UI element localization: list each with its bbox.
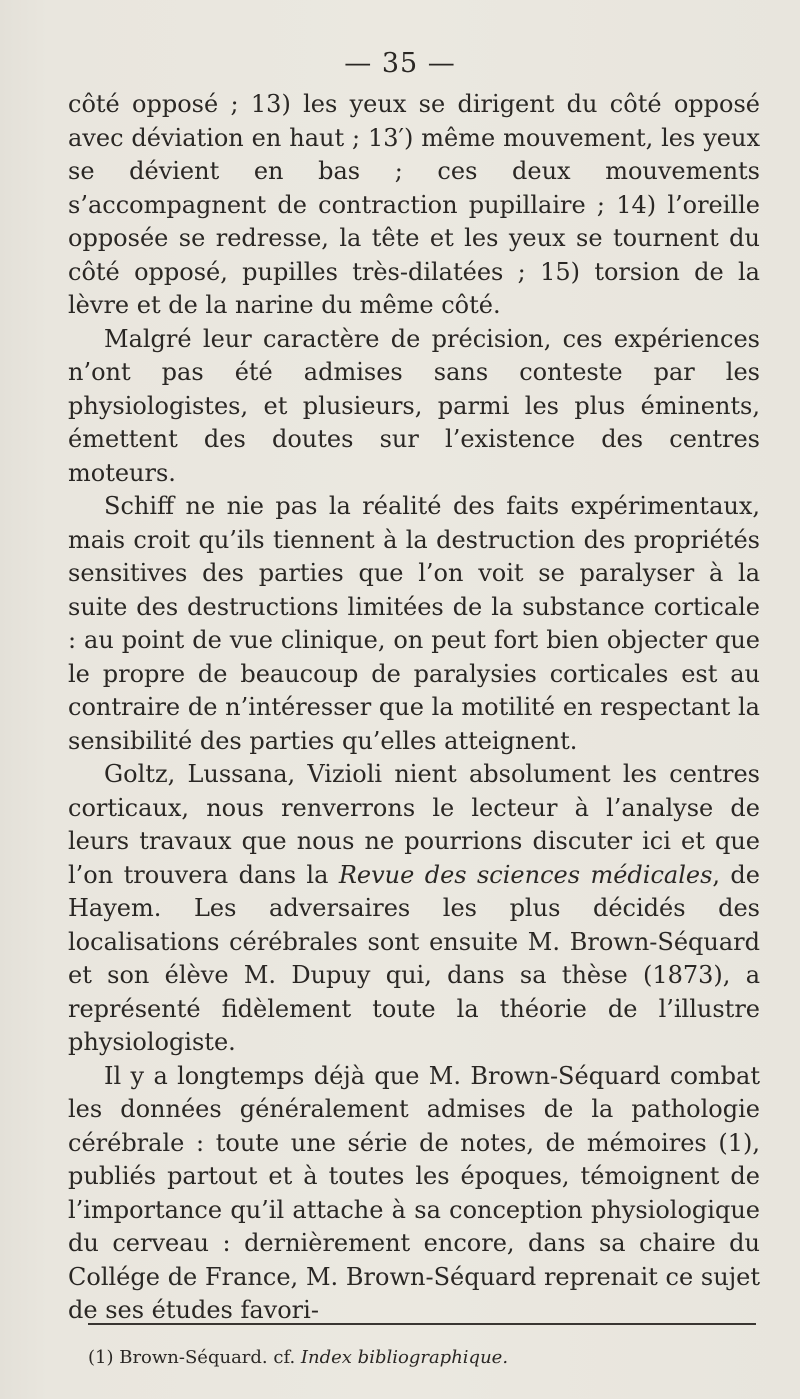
footnote-text: (1) Brown-Séquard. cf. (88, 1347, 301, 1368)
paragraph-4-text-end: , de Hayem. Les adversaires les plus décidés des localisations cérébrales sont ensuite M. Brown-Séquard et son élève M. Dupuy qui, dans sa thèse (1873), a représenté fidèlement toute la théorie de l’illustre physiologiste. (68, 860, 760, 1056)
page-number: — 35 — (344, 48, 456, 79)
paragraph-1: côté opposé ; 13) les yeux se dirigent du côté opposé avec déviation en haut ; 13′) même mouvement, les yeux se dévient en bas ; ces deux mouvements s’accompagnent de contraction pupillaire ; 14) l’oreille opposée se redresse, la tête et les yeux se tournent du côté opposé, pupilles très-dilatées ; 15) torsion de la lèvre et de la narine du même côté. (68, 90, 760, 319)
journal-title: Revue des sciences médicales (338, 860, 713, 889)
footnote-reference: Index bibliographique. (300, 1347, 509, 1368)
footnote (88, 1346, 768, 1370)
paragraph-2: Malgré leur caractère de précision, ces expériences n’ont pas été admises sans conteste par les physiologistes, et plusieurs, parmi les plus éminents, émettent des doutes sur l’existence des centres moteurs. (68, 324, 760, 487)
paragraph-5: Il y a longtemps déjà que M. Brown-Séquard combat les données généralement admises de la pathologie cérébrale : toute une série de notes, de mémoires (1), publiés partout et à toutes les époques, témoignent de l’importance qu’il attache à sa conception physiologique du cerveau : dernièrement encore, dans sa chaire du Collége de France, M. Brown-Séquard reprenait ce sujet de ses études favori- (68, 1061, 760, 1324)
paragraph-4-text-start: Goltz, Lussana, Vizioli nient absolument les centres corticaux, nous renverrons le lecteur à l’analyse de leurs travaux que nous ne pourrions discuter ici et que l’on trouvera dans la (68, 760, 760, 889)
body-text (68, 88, 760, 1328)
footnote-divider (88, 1323, 756, 1325)
paragraph-4 (68, 758, 760, 1060)
paragraph-3: Schiff ne nie pas la réalité des faits expérimentaux, mais croit qu’ils tiennent à la destruction des propriétés sensitives des parties que l’on voit se paralyser à la suite des destructions limitées de la substance corticale : au point de vue clinique, on peut fort bien objecter que le propre de beaucoup de paralysies corticales est au contraire de n’intéresser que la motilité en respectant la sensibilité des parties qu’elles atteignent. (68, 492, 760, 755)
